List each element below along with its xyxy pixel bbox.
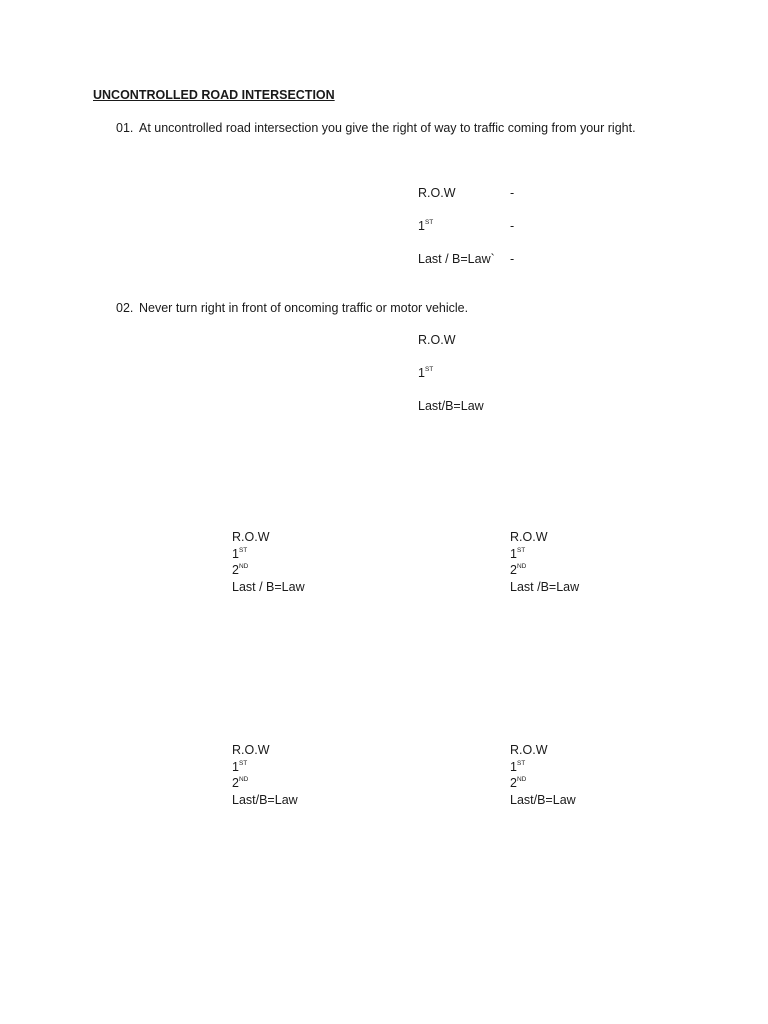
q1-last-value: - [510, 252, 515, 266]
q1-last-label: Last / B=Law` [418, 252, 495, 266]
block-row-label: R.O.W [510, 530, 548, 544]
block-row-label: R.O.W [510, 743, 548, 757]
block-row-label: R.O.W [232, 530, 270, 544]
order-block-top-left [232, 529, 305, 595]
block-second-label: 2ND [232, 563, 249, 577]
q1-first-label: 1ST [418, 219, 434, 233]
question-1-text: At uncontrolled road intersection you give the right of way to traffic coming from your right. [139, 121, 636, 135]
block-row-label: R.O.W [232, 743, 270, 757]
block-first-label: 1ST [510, 759, 526, 774]
q2-first-label: 1ST [418, 366, 434, 380]
block-first-label: 1ST [510, 546, 526, 561]
block-last-label: Last /B=Law [510, 579, 580, 594]
block-last-label: Last/B=Law [510, 792, 576, 807]
block-last-label: Last/B=Law [232, 792, 298, 807]
order-block-bottom-right [510, 742, 576, 808]
question-1-number: 01. [116, 121, 134, 135]
page-title: UNCONTROLLED ROAD INTERSECTION [93, 88, 335, 102]
order-block-top-right [510, 529, 579, 595]
block-first-label: 1ST [232, 759, 248, 774]
block-first-label: 1ST [232, 546, 248, 561]
q1-first-value: - [510, 219, 515, 233]
block-last-label: Last / B=Law [232, 579, 305, 594]
q2-last-label: Last/B=Law [418, 399, 484, 413]
q1-row-value: - [510, 186, 515, 200]
order-block-bottom-left [232, 742, 298, 808]
q2-first-sup: ST [424, 366, 434, 373]
block-second-label: 2ND [510, 563, 527, 577]
block-second-label: 2ND [510, 776, 527, 790]
q1-row-label: R.O.W [418, 186, 456, 200]
question-2-number: 02. [116, 301, 134, 315]
question-2-text: Never turn right in front of oncoming traffic or motor vehicle. [139, 301, 469, 315]
q2-row-label: R.O.W [418, 333, 456, 347]
q1-first-sup: ST [424, 219, 434, 226]
block-second-label: 2ND [232, 776, 249, 790]
